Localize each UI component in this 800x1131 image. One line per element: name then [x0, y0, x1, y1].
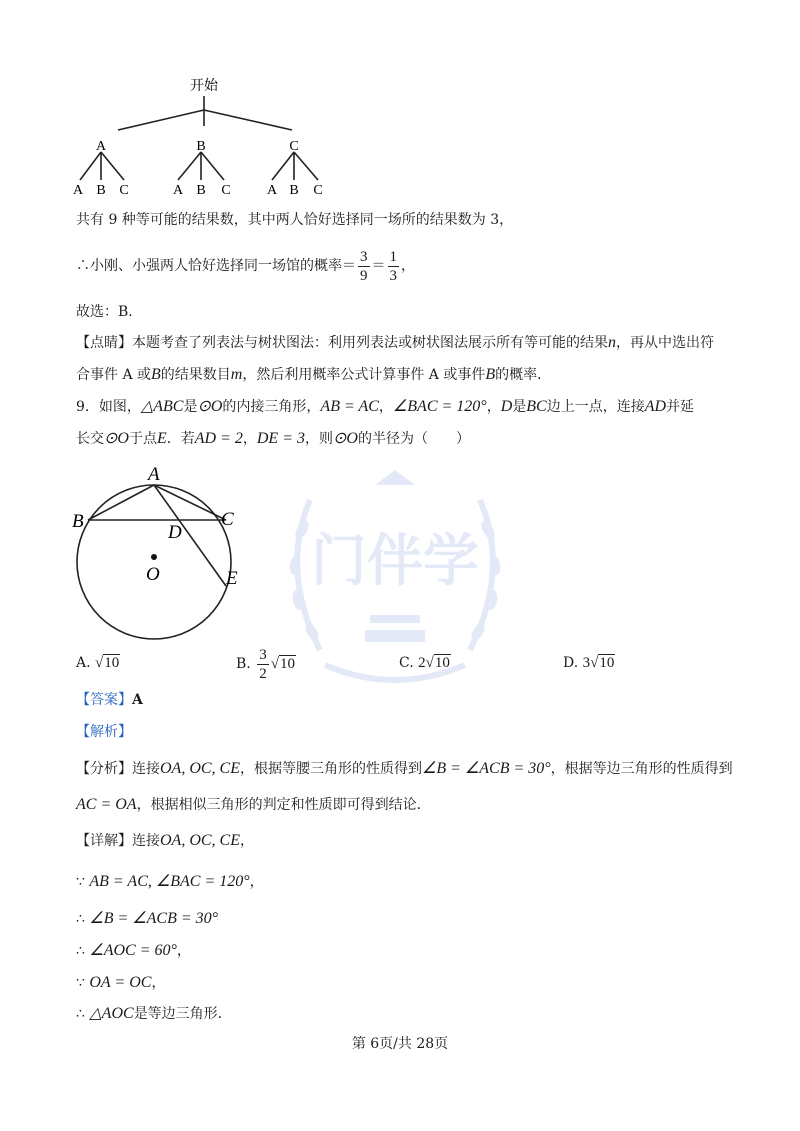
segment-ae	[154, 485, 226, 586]
result-count-text: 共有 9 种等可能的结果数，其中两人恰好选择同一场所的结果数为 3，	[76, 212, 514, 228]
option-b[interactable]: B. $\frac{3}{2}$ √10	[236, 646, 295, 682]
analysis-line-1: 【分析】连接OA, OC, CE，根据等腰三角形的性质得到∠B = ∠ACB = 30°，根据等边三角形的性质得到	[76, 760, 733, 777]
tree-leaf: C	[119, 183, 129, 198]
tree-node-B: B	[196, 139, 206, 154]
tree-leaf: A	[172, 183, 184, 198]
step-line: ∴ ∠B = ∠ACB = 30°	[76, 910, 219, 927]
label-o: O	[146, 564, 160, 585]
tree-leaf: B	[289, 183, 299, 198]
analysis-line-2: AC = OA，根据相似三角形的判定和性质即可得到结论．	[76, 796, 431, 813]
label-c: C	[221, 509, 234, 530]
question-9-line-2: 长交⊙O于点E．若AD = 2，DE = 3，则⊙O的半径为（ ）	[76, 430, 470, 447]
tree-leaf: A	[72, 183, 84, 198]
choice-line: 故选：B．	[76, 304, 143, 320]
probability-line: ∴小刚、小强两人恰好选择同一场馆的概率＝ $\frac{3}{9}$ ＝ $\frac{1}{3}$ ，	[76, 248, 415, 284]
tree-leaf: B	[196, 183, 206, 198]
tree-leaf: C	[221, 183, 231, 198]
comment-line-2: 合事件 A 或B的结果数目m，然后利用概率公式计算事件 A 或事件B的概率．	[76, 366, 552, 383]
tree-node-C: C	[289, 139, 299, 154]
step-line: ∵ AB = AC, ∠BAC = 120°，	[76, 873, 264, 890]
label-e: E	[226, 568, 238, 589]
comment-tag: 【点睛】	[76, 335, 132, 351]
sqrt-expression: 2√10	[418, 655, 450, 671]
segment-ac	[154, 485, 226, 520]
svg-text:门伴学: 门伴学	[311, 529, 479, 594]
tree-diagram	[66, 74, 346, 200]
tree-node-A: A	[95, 139, 107, 154]
comment-line-1: 【点睛】本题考查了列表法与树状图法：利用列表法或树状图法展示所有等可能的结果n，再从中选出符	[76, 334, 714, 351]
option-d[interactable]: D. 3√10	[563, 655, 615, 671]
step-line: ∵ OA = OC，	[76, 974, 166, 991]
page-footer: 第 6页/共 28页	[351, 1036, 449, 1052]
detail-line: 【详解】连接OA, OC, CE，	[76, 832, 254, 849]
answer-line	[76, 690, 143, 710]
tree-leaf: A	[266, 183, 278, 198]
label-d: D	[168, 522, 182, 543]
tree-root-label: 开始	[190, 78, 218, 94]
question-9-line-1: 9．如图，△ABC是⊙O的内接三角形，AB = AC，∠BAC = 120°，D是BC边上一点，连接AD并延	[76, 398, 695, 415]
circle-figure	[66, 462, 256, 642]
label-b: B	[72, 511, 84, 532]
fraction-3-2: $\frac{3}{2}$	[259, 646, 267, 682]
tree-leaf: B	[96, 183, 106, 198]
step-line: ∴ ∠AOC = 60°，	[76, 942, 191, 959]
fraction-1-3: $\frac{1}{3}$	[389, 248, 397, 284]
answer-tag: 【答案】	[76, 692, 132, 708]
step-line: ∴ △AOC是等边三角形.	[76, 1005, 223, 1022]
analysis-tag: 【解析】	[76, 724, 132, 740]
answer-value: A	[132, 692, 143, 708]
sqrt-expression: 3√10	[582, 655, 615, 671]
segment-ab	[88, 485, 154, 520]
sqrt-expression: √10	[270, 656, 295, 672]
tree-leaf: C	[313, 183, 323, 198]
sqrt-expression: √10	[95, 655, 120, 671]
label-a: A	[148, 464, 160, 485]
options-row	[76, 646, 716, 691]
circle-o	[77, 485, 231, 639]
fraction-3-9: $\frac{3}{9}$	[360, 248, 368, 284]
option-a[interactable]: A. √10	[76, 655, 120, 671]
option-c[interactable]: C. 2√10	[399, 655, 450, 671]
center-dot	[151, 554, 157, 560]
probability-prefix: ∴小刚、小强两人恰好选择同一场馆的概率＝	[76, 258, 356, 274]
